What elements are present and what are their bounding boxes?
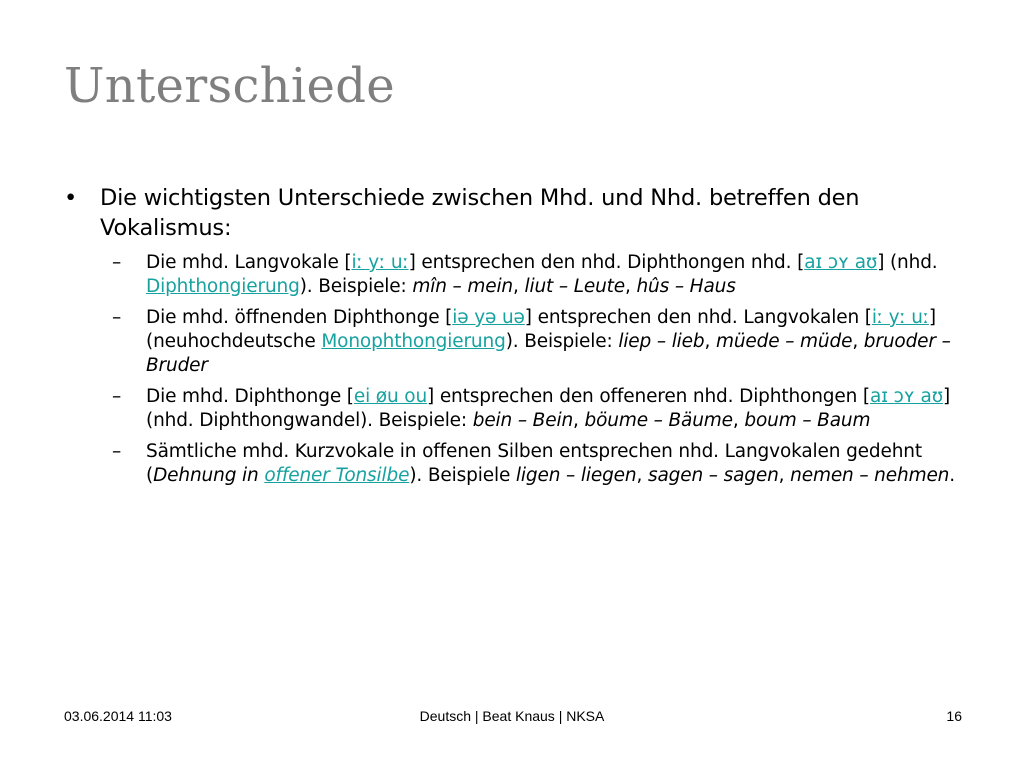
sub-item-langvokale [64,251,964,299]
text-segment: ] entsprechen den nhd. Diphthongen nhd. [ [408,252,805,273]
text-segment: ] entsprechen den nhd. Langvokalen [ [524,307,872,328]
sub-item-oeffnende-diphthonge [64,306,964,378]
dash-marker: – [112,386,122,407]
footer-page-number: 16 [946,708,962,724]
ipa-link-diphthongs[interactable]: aɪ ɔʏ aʊ [869,386,943,407]
text-segment: ). Beispiele: [299,276,413,297]
example-italic: bruoder – Bruder [146,331,951,376]
text-segment: Die mhd. Diphthonge [ [146,386,354,407]
text-segment: Sämtliche mhd. Kurzvokale in offenen Silben entsprechen nhd. Langvokalen gedehnt ( [146,441,922,486]
example-italic: ligen – liegen [515,465,637,486]
text-segment: , [636,465,648,486]
text-segment: ] (nhd. [877,252,938,273]
example-italic: sagen – sagen [647,465,779,486]
dash-marker: – [112,441,122,462]
ipa-link-long-vowels[interactable]: iː yː uː [871,307,929,328]
dash-marker: – [112,307,122,328]
bullet-text: Die wichtigsten Unterschiede zwischen Mhd. und Nhd. betreffen den Vokalismus: [100,185,860,241]
text-segment: ] (nhd. Diphthongwandel). Beispiele: [146,386,951,431]
text-segment: , [513,276,525,297]
text-segment: , [852,331,864,352]
monophthongierung-link[interactable]: Monophthongierung [321,331,506,352]
bullet-item-main [64,183,964,243]
text-segment: Die mhd. Langvokale [ [146,252,352,273]
example-italic: liep – lieb [618,331,705,352]
ipa-link-diphthongs[interactable]: aɪ ɔʏ aʊ [804,252,878,273]
text-segment: ). Beispiele: [505,331,619,352]
sub-item-kurzvokale [64,440,964,488]
slide-title: Unterschiede [64,58,395,114]
text-segment: . [949,465,955,486]
text-segment: ] entsprechen den offeneren nhd. Diphthongen [ [427,386,870,407]
text-segment: , [778,465,791,486]
text-segment: , [573,410,585,431]
sub-item-diphthonge [64,385,964,433]
diphthongierung-link[interactable]: Diphthongierung [146,276,300,297]
text-segment: , [625,276,637,297]
example-italic: Dehnung in [153,465,265,486]
example-italic: bein – Bein [472,410,574,431]
text-segment: , [732,410,745,431]
example-italic: müede – müde [715,331,853,352]
footer-date: 03.06.2014 11:03 [64,708,172,724]
example-italic: nemen – nehmen [790,465,950,486]
example-italic: boum – Baum [744,410,871,431]
text-segment: ] (neuhochdeutsche [146,307,936,352]
footer-author: Deutsch | Beat Knaus | NKSA [419,708,605,724]
sub-bullet-list [64,251,964,488]
ipa-link-mhd-diphthongs[interactable]: ei øu ou [353,386,428,407]
text-segment: ). Beispiele [409,465,516,486]
example-italic: mîn – mein [412,276,514,297]
bullet-marker: • [64,185,78,211]
example-italic: liut – Leute [524,276,626,297]
text-segment: Die mhd. öffnenden Diphthonge [ [146,307,453,328]
ipa-link-opening-diphthongs[interactable]: iə yə uə [452,307,525,328]
slide-content [64,183,964,495]
offene-tonsilbe-link[interactable]: offener Tonsilbe [264,465,410,486]
example-italic: böume – Bäume [584,410,733,431]
dash-marker: – [112,252,122,273]
text-segment: , [704,331,716,352]
ipa-link-long-vowels[interactable]: iː yː uː [351,252,409,273]
example-italic: hûs – Haus [636,276,736,297]
